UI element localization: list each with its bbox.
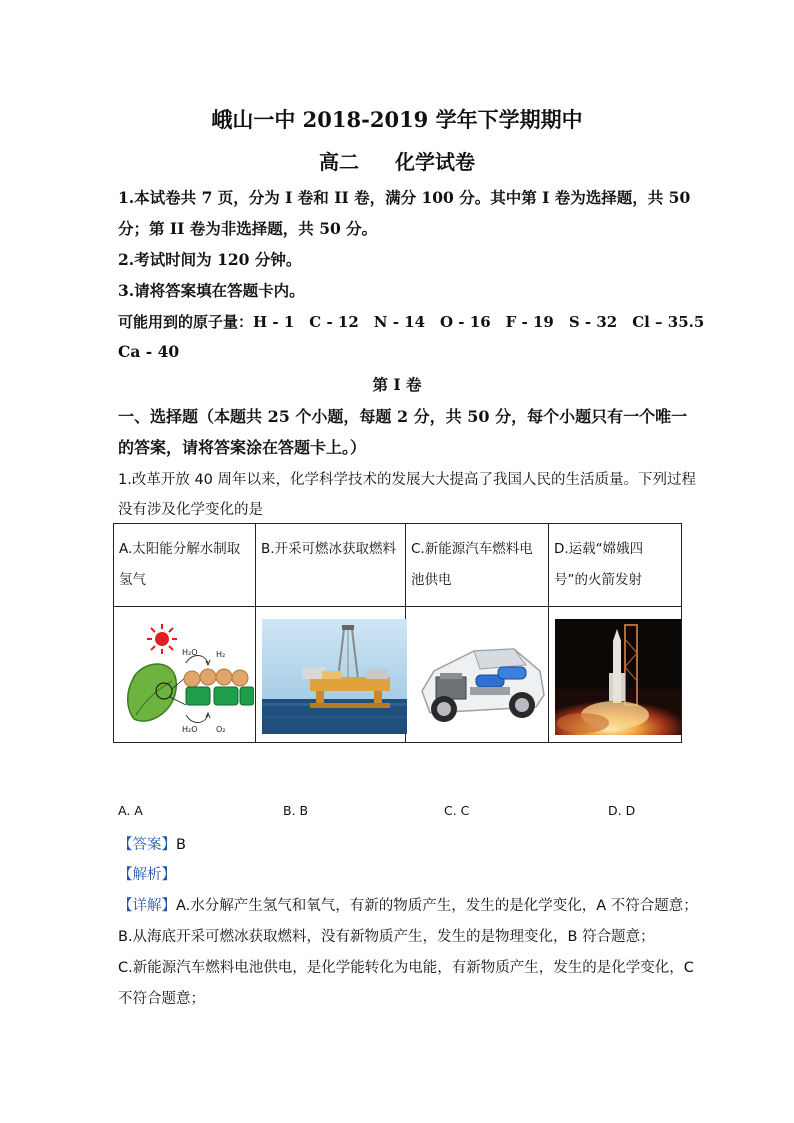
options-table (113, 523, 682, 743)
choice-a: A. A (118, 803, 143, 818)
answer-line (118, 833, 186, 854)
choice-c: C. C (444, 803, 470, 818)
section-heading-line-1: 一、选择题（本题共 25 个小题，每题 2 分，共 50 分，每个小题只有一个唯一 (118, 407, 688, 426)
exam-title: 峨山一中 2018-2019 学年下学期期中 (211, 107, 583, 132)
o2-label: O₂ (216, 725, 226, 734)
h2-label: H₂ (216, 650, 226, 659)
detail-line-3: C.新能源汽车燃料电池供电，是化学能转化为电能，有新物质产生，发生的是化学变化，C (118, 960, 694, 976)
subject-label: 化学试卷 (395, 150, 475, 174)
question-stem-line-1: 1.改革开放 40 周年以来，化学科学技术的发展大大提高了我国人民的生活质量。下列过程 (118, 472, 696, 488)
option-c-image-cell (406, 607, 549, 743)
atomic-mass-line-1: 可能用到的原子量：H - 1 C - 12 N - 14 O - 16 F - 19 S - 32 Cl – 35.5 (118, 313, 705, 331)
answer-value: B (176, 837, 186, 853)
option-d-image-cell (549, 607, 682, 743)
detail-line-4: 不符合题意； (118, 991, 205, 1007)
atomic-mass-line-2: Ca - 40 (118, 342, 180, 361)
choice-b: B. B (283, 803, 309, 818)
rocket-launch-photo (555, 619, 681, 735)
exam-subtitle (0, 146, 794, 175)
leaf-water-splitting-diagram (120, 619, 254, 737)
instruction-line-1: 1.本试卷共 7 页，分为 I 卷和 II 卷，满分 100 分。其中第 I 卷为选择题，共 50 (118, 188, 691, 207)
option-a-label: A.太阳能分解水制取氢气 (114, 524, 256, 607)
grade-label: 高二 (319, 150, 359, 174)
offshore-drilling-platform-photo (262, 619, 407, 734)
detail-line-2: B.从海底开采可燃冰获取燃料，没有新物质产生，发生的是物理变化，B 符合题意； (118, 929, 655, 945)
detail-tag: 【详解】 (118, 898, 176, 914)
option-b-image-cell (256, 607, 406, 743)
option-b-label: B.开采可燃冰获取燃料 (256, 524, 406, 607)
detail-text-1: A.水分解产生氢气和氧气，有新的物质产生，发生的是化学变化，A 不符合题意； (176, 898, 698, 914)
answer-tag: 【答案】 (118, 837, 176, 853)
leaf-icon (128, 664, 177, 721)
option-d-label: D.运载“嫦娥四号”的火箭发射 (549, 524, 682, 607)
instruction-line-4: 3.请将答案填在答题卡内。 (118, 281, 305, 300)
option-a-image-cell (114, 607, 256, 743)
question-stem-line-2: 没有涉及化学变化的是 (118, 502, 263, 518)
h2o-bottom-label: H₂O (182, 725, 198, 734)
option-c-label: C.新能源汽车燃料电池供电 (406, 524, 549, 607)
section-heading-line-2: 的答案，请将答案涂在答题卡上。） (118, 438, 367, 457)
volume-title: 第 I 卷 (372, 375, 422, 394)
fuel-cell-car-cutaway (414, 621, 548, 733)
choice-d: D. D (608, 803, 636, 818)
detail-line-1 (118, 894, 698, 915)
instruction-line-2: 分；第 II 卷为非选择题，共 50 分。 (118, 219, 378, 238)
h2o-top-label: H₂O (182, 648, 198, 657)
sun-icon (147, 624, 177, 654)
instruction-line-3: 2.考试时间为 120 分钟。 (118, 250, 302, 269)
analysis-tag: 【解析】 (118, 867, 176, 883)
